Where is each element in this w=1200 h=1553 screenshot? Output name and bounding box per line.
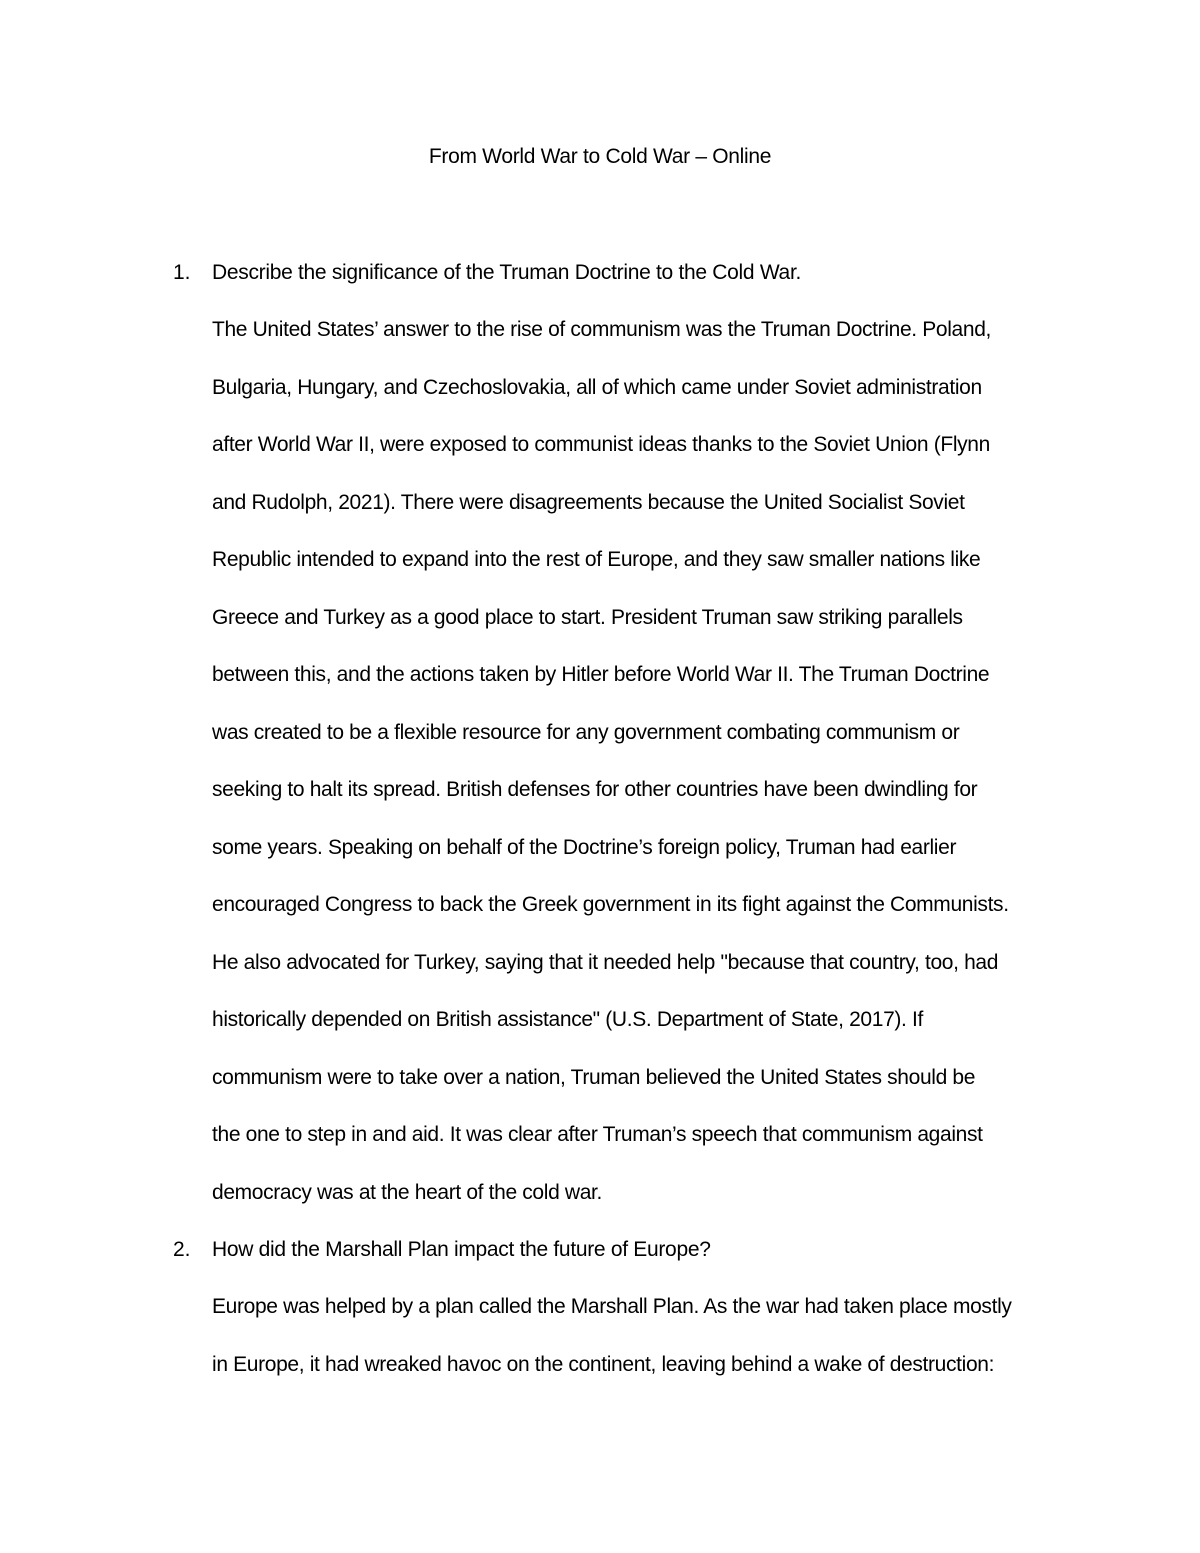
answer-line: communism were to take over a nation, Truman believed the United States should be — [212, 1065, 976, 1089]
answer-line: Republic intended to expand into the rest of Europe, and they saw smaller nations like — [212, 548, 981, 571]
answer-line: in Europe, it had wreaked havoc on the continent, leaving behind a wake of destruction: — [212, 1352, 995, 1376]
answer-line: and Rudolph, 2021). There were disagreements because the United Socialist Soviet — [212, 490, 965, 514]
answer-line: Bulgaria, Hungary, and Czechoslovakia, all of which came under Soviet administration — [212, 375, 982, 399]
answer-line: after World War II, were exposed to communist ideas thanks to the Soviet Union (Flynn — [212, 433, 990, 456]
question-prompt: How did the Marshall Plan impact the future of Europe? — [212, 1238, 711, 1261]
answer-line: He also advocated for Turkey, saying that it needed help "because that country, too, had — [212, 950, 999, 974]
question-number: 2. — [173, 1238, 191, 1261]
answer-line: the one to step in and aid. It was clear after Truman’s speech that communism against — [212, 1123, 983, 1146]
answer-line: was created to be a flexible resource for any government combating communism or — [212, 720, 960, 744]
answer-line: The United States’ answer to the rise of communism was the Truman Doctrine. Poland, — [212, 318, 992, 341]
answer-line: some years. Speaking on behalf of the Doctrine’s foreign policy, Truman had earlier — [212, 835, 957, 859]
question-prompt: Describe the significance of the Truman Doctrine to the Cold War. — [212, 261, 802, 284]
answer-line: Greece and Turkey as a good place to start. President Truman saw striking parallels — [212, 605, 963, 629]
answer-line: historically depended on British assistance" (U.S. Department of State, 2017). If — [212, 1008, 923, 1031]
answer-line: encouraged Congress to back the Greek government in its fight against the Communists. — [212, 893, 1009, 916]
answer-paragraph — [212, 1292, 1072, 1407]
answer-paragraph — [212, 315, 1072, 1235]
answer-line: between this, and the actions taken by Hitler before World War II. The Truman Doctrine — [212, 663, 990, 686]
answer-line: seeking to halt its spread. British defenses for other countries have been dwindling for — [212, 778, 978, 801]
answer-line: Europe was helped by a plan called the Marshall Plan. As the war had taken place mostly — [212, 1295, 1012, 1318]
document-title: From World War to Cold War – Online — [428, 145, 772, 168]
answer-line: democracy was at the heart of the cold war. — [212, 1180, 602, 1204]
question-number: 1. — [173, 261, 191, 284]
